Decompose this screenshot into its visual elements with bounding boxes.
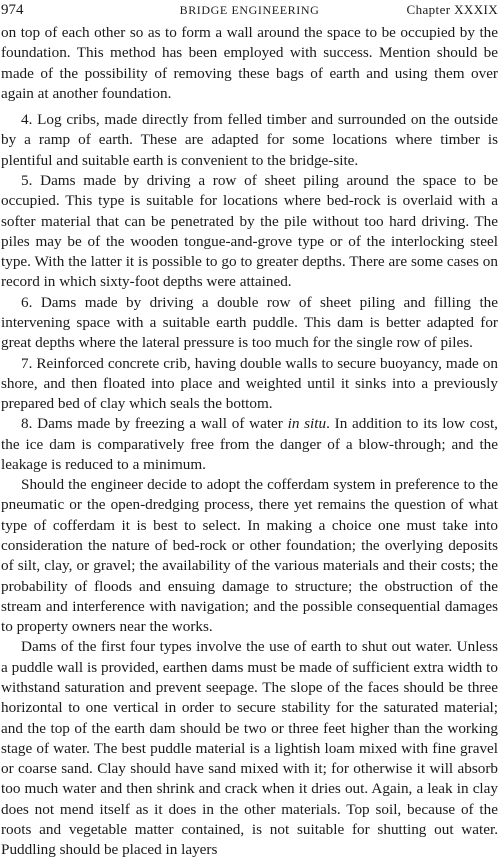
paragraph-earth-dams: Dams of the first four types involve the use of earth to shut out water. Unless a puddle wall is provided, earthen dams must be made of sufficient extra width to withstand saturation and prevent seepage. The slope of the faces should be three horizontal to one vertical in order to secure stability for the saturated material; and the top of the earth dam should be two or three feet higher than the working stage of water. The best puddle material is a lightish loam mixed with fine gravel or coarse sand. Clay should have sand mixed with it; for otherwise it will absorb too much water and then shrink and crack when it dries out. Again, a leak in clay does not mend itself as it does in the other materials. Top soil, because of the roots and vegetable matter contained, is not suitable for shutting out water. Puddling should be placed in layers	[1, 638, 498, 859]
running-title: BRIDGE ENGINEERING	[179, 3, 320, 17]
item-8-rest: . In addition to its low cost, the ice dam is comparatively free from the danger of a blow-through; and the leakage is reduced to a minimum.	[1, 415, 498, 473]
running-header	[1, 0, 498, 20]
paragraph-cofferdam-choice: Should the engineer decide to adopt the cofferdam system in preference to the pneumatic or the open-dredging process, there yet remains the question of what type of cofferdam it is best to select. In making a choice one must take into consideration the nature of bed-rock or other foundation; the overlying deposits of silt, clay, or gravel; the availability of the various materials and their costs; the probability of floods and ensuing damage to structure; the obstruction of the stream and interference with navigation; and the possible consequential damages to property owners near the works.	[1, 476, 498, 636]
paragraph-item-4: 4. Log cribs, made directly from felled timber and surrounded on the outside by a ramp of earth. These are adapted for some locations where timber is plentiful and suitable earth is convenient to the bridge-site.	[1, 111, 498, 169]
item-8-lead: 8. Dams made by freezing a wall of water	[21, 415, 288, 433]
body-text	[1, 23, 498, 861]
page-number: 974	[1, 2, 24, 18]
paragraph-item-6: 6. Dams made by driving a double row of sheet piling and filling the intervening space with a suitable earth puddle. This dam is better adapted for great depths where the lateral pressure is too much for the single row of piles.	[1, 293, 498, 352]
item-8-emphasis: in situ	[287, 415, 327, 433]
paragraph-continued: on top of each other so as to form a wall around the space to be occupied by the foundation. This method has been employed with success. Mention should be made of the possibility of removing these bags of earth and using them over again at another foundation.	[1, 24, 498, 102]
paragraph-item-5: 5. Dams made by driving a row of sheet piling around the space to be occupied. This type is suitable for locations where bed-rock is overlaid with a softer material that can be penetrated by the pile without too hard driving. The piles may be of the wooden tongue-and-grove type or of the interlocking steel type. With the latter it is possible to go to greater depths. There are some cases on record in which sixty-foot depths were attained.	[1, 171, 498, 291]
paragraph-item-7: 7. Reinforced concrete crib, having double walls to secure buoyancy, made on shore, and then floated into place and weighted until it sinks into a previously prepared bed of clay which seals the bottom.	[1, 354, 498, 413]
paragraph-item-8	[1, 414, 498, 475]
chapter-label: Chapter XXXIX	[406, 2, 498, 17]
